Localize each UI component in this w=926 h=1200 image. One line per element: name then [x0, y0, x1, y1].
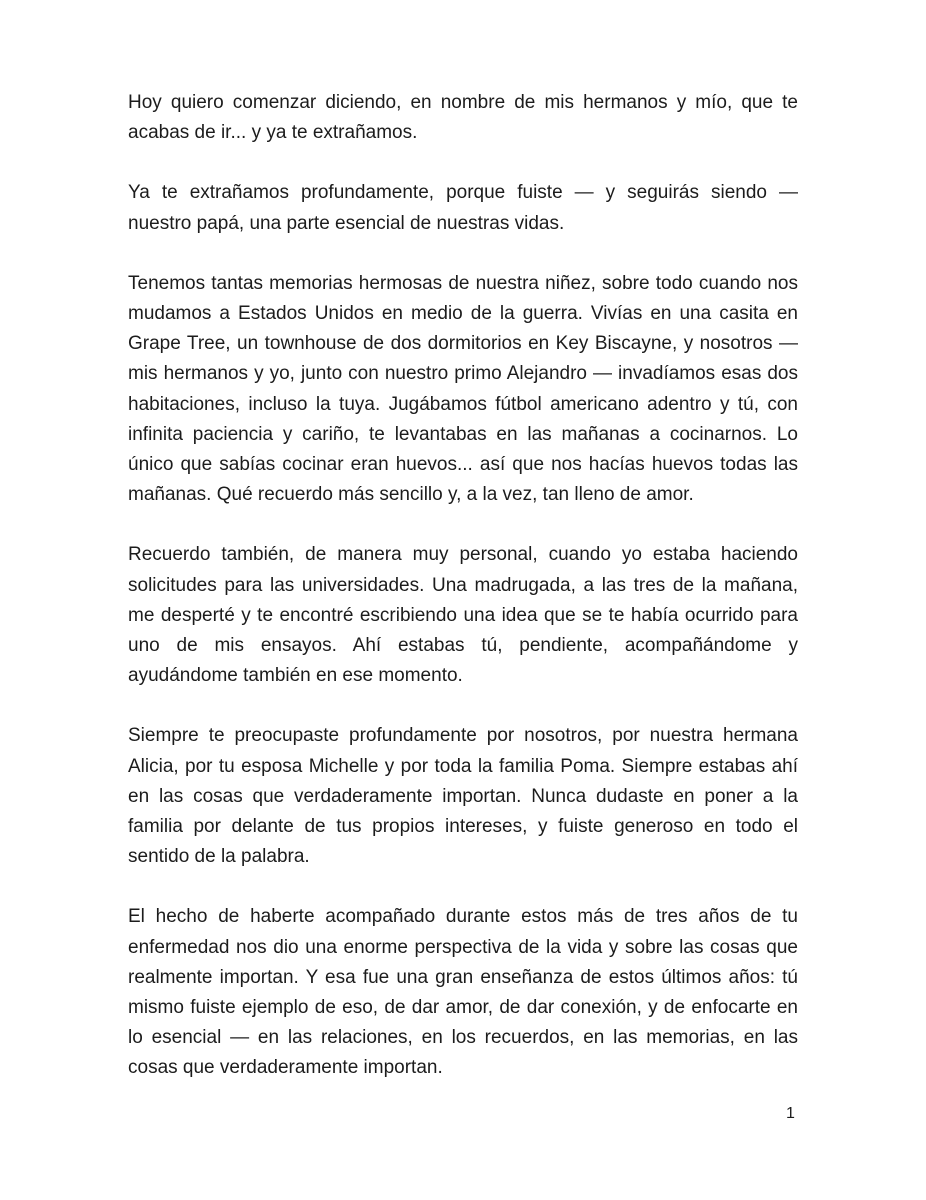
paragraph-1: Hoy quiero comenzar diciendo, en nombre de mis hermanos y mío, que te acabas de ir... y ya te extrañamos. [128, 92, 798, 144]
document-body [128, 88, 798, 1084]
paragraph-5: Siempre te preocupaste profundamente por nosotros, por nuestra hermana Alicia, por tu esposa Michelle y por toda la familia Poma. Siempre estabas ahí en las cosas que verdaderamente importan. Nunca dudaste en poner a la familia por delante de tus propios intereses, y fuiste generoso en todo el sentido de la palabra. [128, 725, 798, 868]
page-number: 1 [786, 1105, 795, 1122]
paragraph-2: Ya te extrañamos profundamente, porque fuiste — y seguirás siendo — nuestro papá, una parte esencial de nuestras vidas. [128, 182, 798, 234]
paragraph-4: Recuerdo también, de manera muy personal, cuando yo estaba haciendo solicitudes para las universidades. Una madrugada, a las tres de la mañana, me desperté y te encontré escribiendo una idea que se te había ocurrido para uno de mis ensayos. Ahí estabas tú, pendiente, acompañándome y ayudándome también en ese momento. [128, 544, 798, 687]
paragraph-6: El hecho de haberte acompañado durante estos más de tres años de tu enfermedad nos dio una enorme perspectiva de la vida y sobre las cosas que realmente importan. Y esa fue una gran enseñanza de estos últimos años: tú mismo fuiste ejemplo de eso, de dar amor, de dar conexión, y de enfocarte en lo esencial — en las relaciones, en los recuerdos, en las memorias, en las cosas que verdaderamente importan. [128, 906, 798, 1079]
paragraph-3: Tenemos tantas memorias hermosas de nuestra niñez, sobre todo cuando nos mudamos a Estados Unidos en medio de la guerra. Vivías en una casita en Grape Tree, un townhouse de dos dormitorios en Key Biscayne, y nosotros — mis hermanos y yo, junto con nuestro primo Alejandro — invadíamos esas dos habitaciones, incluso la tuya. Jugábamos fútbol americano adentro y tú, con infinita paciencia y cariño, te levantabas en las mañanas a cocinarnos. Lo único que sabías cocinar eran huevos... así que nos hacías huevos todas las mañanas. Qué recuerdo más sencillo y, a la vez, tan lleno de amor. [128, 272, 798, 506]
